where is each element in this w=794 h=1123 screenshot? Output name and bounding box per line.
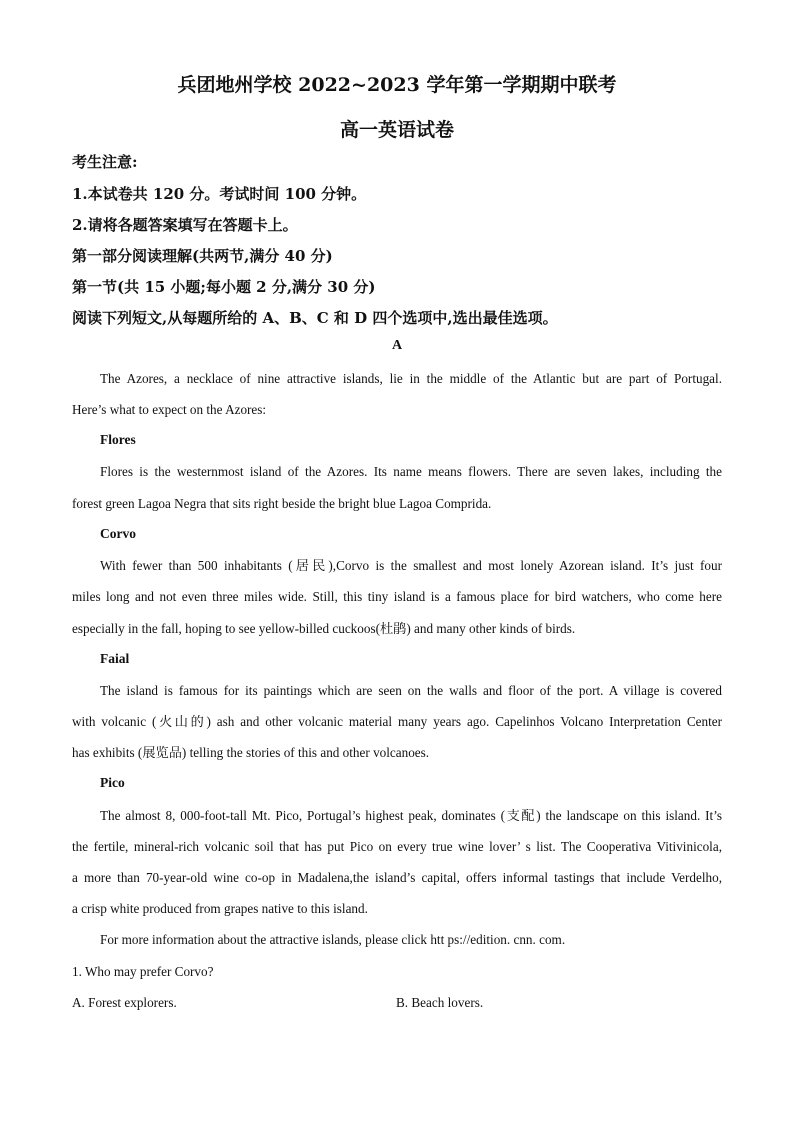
intro-line-1: The Azores, a necklace of nine attractive islands, lie in the middle of the Atlantic but are part of Portugal. bbox=[100, 371, 722, 386]
faial-line-1: The island is famous for its paintings which are seen on the walls and floor of the port. A village is covered bbox=[100, 683, 722, 698]
instruction-text: 阅读下列短文,从每题所给的 A、B、C 和 D 四个选项中,选出最佳选项。 bbox=[72, 309, 558, 327]
corvo-line-3: especially in the fall, hoping to see yellow-billed cuckoos(杜鹃) and many other kinds of birds. bbox=[72, 621, 576, 636]
part-heading: 第一部分阅读理解(共两节,满分 40 分) bbox=[72, 247, 333, 265]
corvo-heading: Corvo bbox=[100, 526, 136, 541]
corvo-line-1: With fewer than 500 inhabitants (居民),Corvo is the smallest and most lonely Azorean island. It’s just four bbox=[100, 558, 722, 573]
flores-line-2: forest green Lagoa Negra that sits right beside the bright blue Lagoa Comprida. bbox=[72, 496, 492, 511]
corvo-line-2: miles long and not even three miles wide. Still, this tiny island is a famous place for bird watchers, who come here bbox=[72, 589, 722, 604]
passage-letter: A bbox=[391, 338, 403, 353]
pico-line-4: a crisp white produced from grapes native to this island. bbox=[72, 901, 368, 916]
option-a: A. Forest explorers. bbox=[72, 995, 177, 1010]
notice-heading: 考生注意: bbox=[72, 153, 138, 171]
pico-line-1: The almost 8, 000-foot-tall Mt. Pico, Portugal’s highest peak, dominates (支配) the landscape on this island. It’s bbox=[100, 808, 722, 823]
faial-heading: Faial bbox=[100, 651, 130, 666]
notice-item-2: 2.请将各题答案填写在答题卡上。 bbox=[72, 216, 298, 234]
intro-line-2: Here’s what to expect on the Azores: bbox=[72, 402, 267, 417]
pico-line-3: a more than 70-year-old wine co-op in Madalena,the island’s capital, offers informal tastings that include Verdelho, bbox=[72, 870, 722, 885]
exam-subtitle: 高一英语试卷 bbox=[339, 119, 454, 141]
exam-title: 兵团地州学校 2022~2023 学年第一学期期中联考 bbox=[177, 74, 617, 96]
pico-line-2: the fertile, mineral-rich volcanic soil that has put Pico on every true wine lover’ s list. The Cooperativa Vitivinicola, bbox=[72, 839, 722, 854]
flores-line-1: Flores is the westernmost island of the Azores. Its name means flowers. There are seven lakes, including the bbox=[100, 464, 722, 479]
notice-item-1: 1.本试卷共 120 分。考试时间 100 分钟。 bbox=[72, 185, 367, 203]
question-stem: 1. Who may prefer Corvo? bbox=[72, 964, 214, 979]
flores-heading: Flores bbox=[100, 432, 136, 447]
section-heading: 第一节(共 15 小题;每小题 2 分,满分 30 分) bbox=[72, 278, 376, 296]
pico-heading: Pico bbox=[100, 775, 125, 790]
faial-line-2: with volcanic (火山的) ash and other volcanic material many years ago. Capelinhos Volcano Interpretation Center bbox=[72, 714, 722, 729]
more-info-line: For more information about the attractive islands, please click htt ps://edition. cnn. com. bbox=[100, 932, 566, 947]
faial-line-3: has exhibits (展览品) telling the stories of this and other volcanoes. bbox=[72, 745, 430, 760]
option-b: B. Beach lovers. bbox=[396, 995, 484, 1010]
